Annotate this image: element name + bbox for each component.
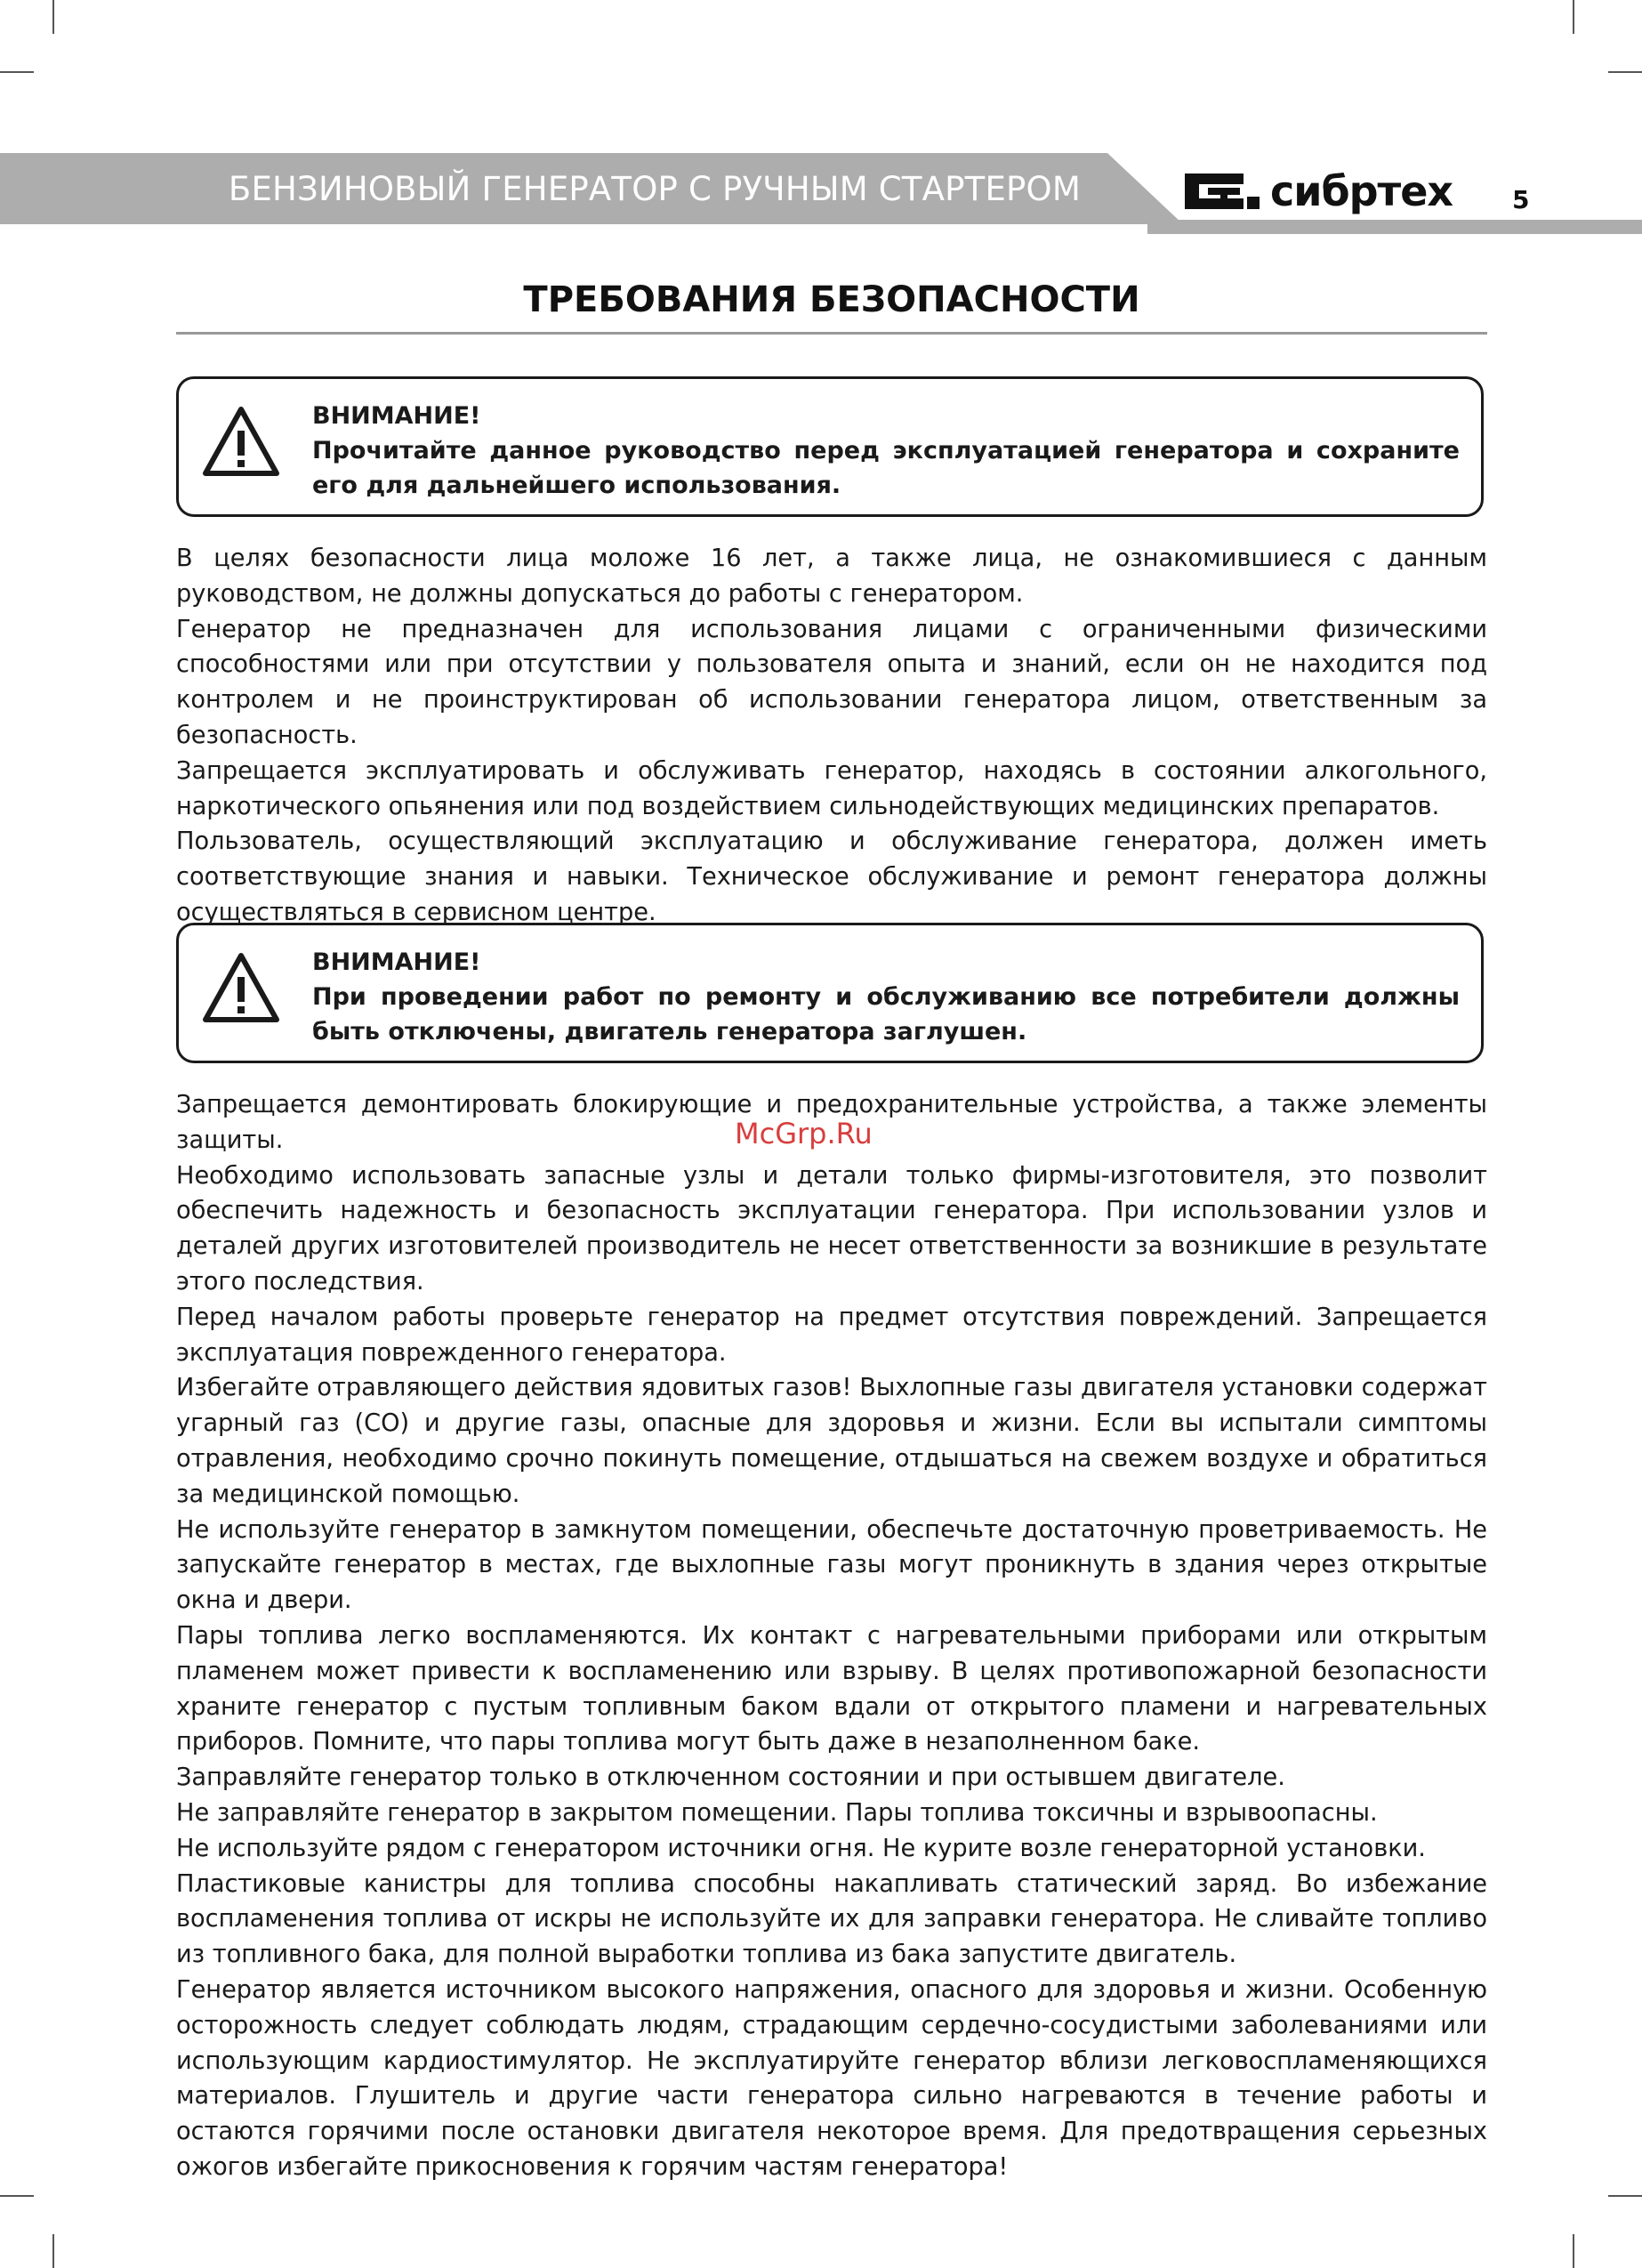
crop-mark <box>1573 0 1574 34</box>
paragraph: В целях безопасности лица моложе 16 лет, а также лица, не ознакомившиеся с данным руководством, не должны допускаться до работы с генератором. <box>176 545 1487 608</box>
warning-heading: ВНИМАНИЕ! <box>312 948 481 976</box>
paragraph: Заправляйте генератор только в отключенном состоянии и при остывшем двигателе. <box>176 1764 1285 1792</box>
warning-box <box>176 376 1484 517</box>
paragraph: Пары топлива легко воспламеняются. Их контакт с нагревательными приборами или открытым пламенем может привести к воспламенению или взрыву. В целях противопожарной безопасности храните генератор с пустым топливным баком вдали от открытого пламени и нагревательных приборов. Помните, что пары топлива могут быть даже в незаполненном баке. <box>176 1621 1487 1756</box>
crop-mark <box>1608 71 1642 73</box>
title-divider <box>176 332 1487 335</box>
paragraph: Пользователь, осуществляющий эксплуатацию и обслуживание генератора, должен иметь соответствующие знания и навыки. Техническое обслуживание и ремонт генератора должны осуществляться в сервисном центре. <box>176 827 1487 926</box>
brand-logo <box>1181 164 1453 219</box>
logo-text: сибртех <box>1270 167 1453 215</box>
crop-mark <box>52 0 54 34</box>
paragraph: Не заправляйте генератор в закрытом помещении. Пары топлива токсичны и взрывоопасны. <box>176 1798 1378 1827</box>
section-title: ТРЕБОВАНИЯ БЕЗОПАСНОСТИ <box>523 279 1140 320</box>
crop-mark <box>1573 2234 1574 2268</box>
safety-paragraphs-1 <box>176 541 1487 931</box>
paragraph: Избегайте отравляющего действия ядовитых газов! Выхлопные газы двигателя установки содержат угарный газ (CO) и другие газы, опасные для здоровья и жизни. Если вы испытали симптомы отравления, необходимо срочно покинуть помещение, отдышаться на свежем воздухе и обратиться за медицинской помощью. <box>176 1374 1487 1508</box>
warning-body: При проведении работ по ремонту и обслуживанию все потребители должны быть отключены, двигатель генератора заглушен. <box>312 983 1460 1045</box>
paragraph: Генератор является источником высокого напряжения, опасного для здоровья и жизни. Особенную осторожность следует соблюдать людям, страдающим сердечно-сосудистыми заболеваниями или использующим кардиостимулятор. Не эксплуатируйте генератор вблизи легковоспламеняющихся материалов. Глушитель и другие части генератора сильно нагреваются в течение работы и остаются горячими после остановки двигателя некоторое время. Для предотвращения серьезных ожогов избегайте прикосновения к горячим частям генератора! <box>176 1975 1487 2181</box>
warning-body: Прочитайте данное руководство перед эксплуатацией генератора и сохраните его для дальнейшего использования. <box>312 437 1460 499</box>
warning-triangle-icon <box>200 404 282 479</box>
paragraph: Запрещается демонтировать блокирующие и предохранительные устройства, а также элементы защиты. <box>176 1091 1487 1154</box>
header-title: БЕНЗИНОВЫЙ ГЕНЕРАТОР С РУЧНЫМ СТАРТЕРОМ <box>228 169 1081 208</box>
paragraph: Не используйте рядом с генератором источники огня. Не курите возле генераторной установки. <box>176 1834 1426 1862</box>
paragraph: Не используйте генератор в замкнутом помещении, обеспечьте достаточную проветриваемость. Не запускайте генератор в местах, где выхлопные газы могут проникнуть в здания через открытые окна и двери. <box>176 1515 1487 1615</box>
crop-mark <box>0 71 34 73</box>
crop-mark <box>1608 2195 1642 2197</box>
paragraph: Генератор не предназначен для использования лицами с ограниченными физическими способностями или при отсутствии у пользователя опыта и знаний, если он не находится под контролем и не проинструктирован об использовании генератора лицом, ответственным за безопасность. <box>176 615 1487 749</box>
paragraph: Перед началом работы проверьте генератор на предмет отсутствия повреждений. Запрещается эксплуатация поврежденного генератора. <box>176 1303 1487 1367</box>
watermark: McGrp.Ru <box>735 1117 873 1150</box>
header-underline <box>1147 220 1642 234</box>
paragraph: Необходимо использовать запасные узлы и детали только фирмы-изготовителя, это позволит обеспечить надежность и безопасность эксплуатации генератора. При использовании узлов и деталей других изготовителей производитель не несет ответственности за возникшие в результате этого последствия. <box>176 1161 1487 1295</box>
page-number: 5 <box>1512 185 1530 214</box>
warning-text <box>312 399 1460 503</box>
crop-mark <box>52 2234 54 2268</box>
safety-paragraphs-2 <box>176 1087 1487 2185</box>
sibrteh-logo-mark-icon <box>1181 168 1267 214</box>
warning-box <box>176 923 1484 1063</box>
paragraph: Пластиковые канистры для топлива способны накапливать статический заряд. Во избежание воспламенения топлива от искры не используйте их для заправки генератора. Не сливайте топливо из топливного бака, для полной выработки топлива из бака запустите двигатель. <box>176 1869 1487 1969</box>
paragraph: Запрещается эксплуатировать и обслуживать генератор, находясь в состоянии алкогольного, наркотического опьянения или под воздействием сильнодействующих медицинских препаратов. <box>176 756 1487 820</box>
warning-text <box>312 945 1460 1049</box>
warning-heading: ВНИМАНИЕ! <box>312 402 481 430</box>
warning-triangle-icon <box>200 950 282 1025</box>
crop-mark <box>0 2195 34 2197</box>
